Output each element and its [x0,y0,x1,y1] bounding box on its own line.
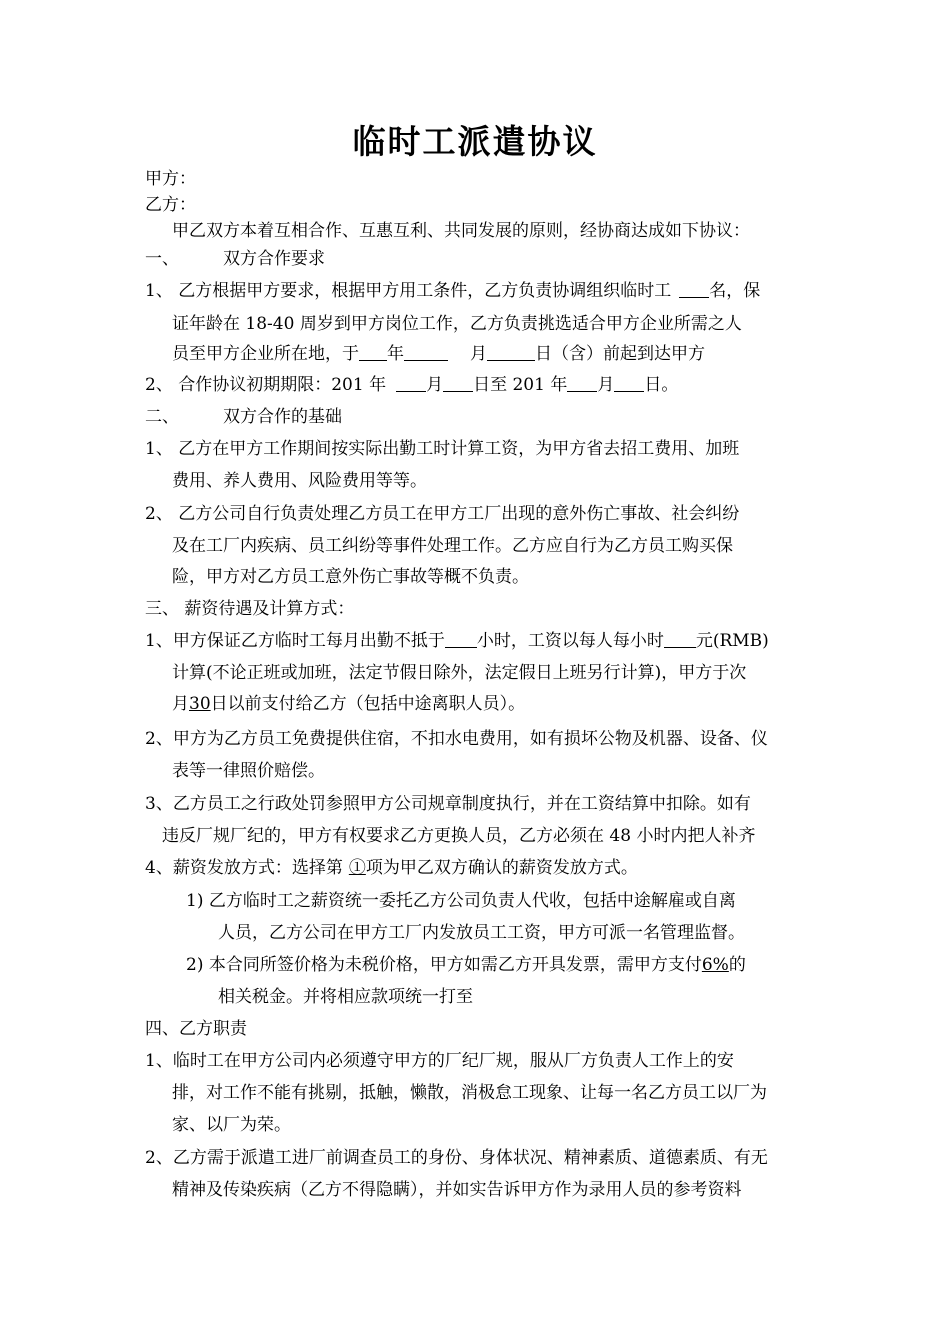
clause-4-2-line-2: 精神及传染疾病（乙方不得隐瞒），并如实告诉甲方作为录用人员的参考资料 [172,1180,742,1200]
clause-4-1-line-2: 排，对工作不能有挑剔，抵触，懒散，消极怠工现象、让每一名乙方员工以厂为 [172,1083,767,1103]
clause-1-1-line-1: 1、 乙方根据甲方要求，根据甲方用工条件，乙方负责协调组织临时工 名，保 [145,281,761,301]
clause-4-2-line-1: 2、乙方需于派遣工进厂前调查员工的身份、身体状况、精神素质、道德素质、有无 [145,1148,768,1168]
clause-3-2-line-1: 2、甲方为乙方员工免费提供住宿，不扣水电费用，如有损坏公物及机器、设备、仪 [145,729,768,749]
clause-2-1-line-2: 费用、养人费用、风险费用等等。 [172,471,427,491]
hourly-rate-blank [664,630,696,648]
section-1-number: 一、 [145,249,179,269]
party-b-label: 乙方： [145,195,196,215]
clause-3-3-line-2: 违反厂规厂纪的，甲方有权要求乙方更换人员，乙方必须在 48 小时内把人补齐 [162,826,756,846]
clause-3-3-line-1: 3、乙方员工之行政处罚参照甲方公司规章制度执行，并在工资结算中扣除。如有 [145,794,751,814]
arrival-day-blank [487,343,535,361]
end-month-blank [567,374,597,392]
start-month-blank [396,374,426,392]
end-day-blank [614,374,644,392]
party-a-label: 甲方： [145,169,196,189]
arrival-year-blank [359,343,387,361]
section-2-number: 二、 [145,407,179,427]
intro-paragraph: 甲乙双方本着互相合作、互惠互利、共同发展的原则，经协商达成如下协议： [172,221,750,241]
document-title: 临时工派遣协议 [352,122,598,161]
clause-2-2-line-1: 2、 乙方公司自行负责处理乙方员工在甲方工厂出现的意外伤亡事故、社会纠纷 [145,504,740,524]
clause-3-4-option-1-line-2: 人员，乙方公司在甲方工厂内发放员工工资，甲方可派一名管理监督。 [218,923,745,943]
clause-4-1-line-3: 家、以厂为荣。 [172,1115,291,1135]
section-2-title: 双方合作的基础 [223,407,342,427]
clause-3-1-line-3: 月30日以前支付给乙方（包括中途离职人员）。 [172,694,526,714]
clause-2-2-line-2: 及在工厂内疾病、员工纠纷等事件处理工作。乙方应自行为乙方员工购买保 [172,536,733,556]
clause-4-1-line-1: 1、临时工在甲方公司内必须遵守甲方的厂纪厂规，服从厂方负责人工作上的安 [145,1051,734,1071]
section-1-heading [145,248,325,270]
worker-count-blank [679,280,709,298]
clause-2-2-line-3: 险，甲方对乙方员工意外伤亡事故等概不负责。 [172,567,529,587]
section-2-heading [145,406,342,428]
clause-3-1-line-2: 计算(不论正班或加班，法定节假日除外，法定假日上班另行计算)，甲方于次 [172,663,747,683]
clause-3-4-option-2-line-2: 相关税金。并将相应款项统一打至 [218,987,473,1007]
pay-method-choice: ① [348,858,366,878]
clause-3-4-option-2-line-1: 2) 本合同所签价格为未税价格，甲方如需乙方开具发票，需甲方支付6%的 [186,955,746,975]
section-4-heading: 四、乙方职责 [145,1019,247,1039]
clause-3-4-option-1-line-1: 1) 乙方临时工之薪资统一委托乙方公司负责人代收，包括中途解雇或自离 [186,891,736,911]
clause-1-2: 2、 合作协议初期期限：201 年 月 日至 201 年 月 日。 [145,375,679,395]
clause-3-1-line-1: 1、甲方保证乙方临时工每月出勤不抵于 小时，工资以每人每小时 元(RMB) [145,631,769,651]
tax-rate-value: 6% [701,955,729,975]
clause-3-4: 4、薪资发放方式：选择第 ①项为甲乙双方确认的薪资发放方式。 [145,858,638,878]
section-3-heading: 三、 薪资待遇及计算方式： [145,599,355,619]
min-hours-blank [445,630,477,648]
arrival-month-blank [404,343,448,361]
section-1-title: 双方合作要求 [223,249,325,269]
start-day-blank [443,374,473,392]
clause-1-1-line-3: 员至甲方企业所在地，于 年 月 日（含）前起到达甲方 [172,344,705,364]
pay-day-value: 30 [189,694,211,714]
clause-1-1-line-2: 证年龄在 18-40 周岁到甲方岗位工作，乙方负责挑选适合甲方企业所需之人 [172,314,742,334]
clause-3-2-line-2: 表等一律照价赔偿。 [172,761,325,781]
clause-2-1-line-1: 1、 乙方在甲方工作期间按实际出勤工时计算工资，为甲方省去招工费用、加班 [145,439,740,459]
